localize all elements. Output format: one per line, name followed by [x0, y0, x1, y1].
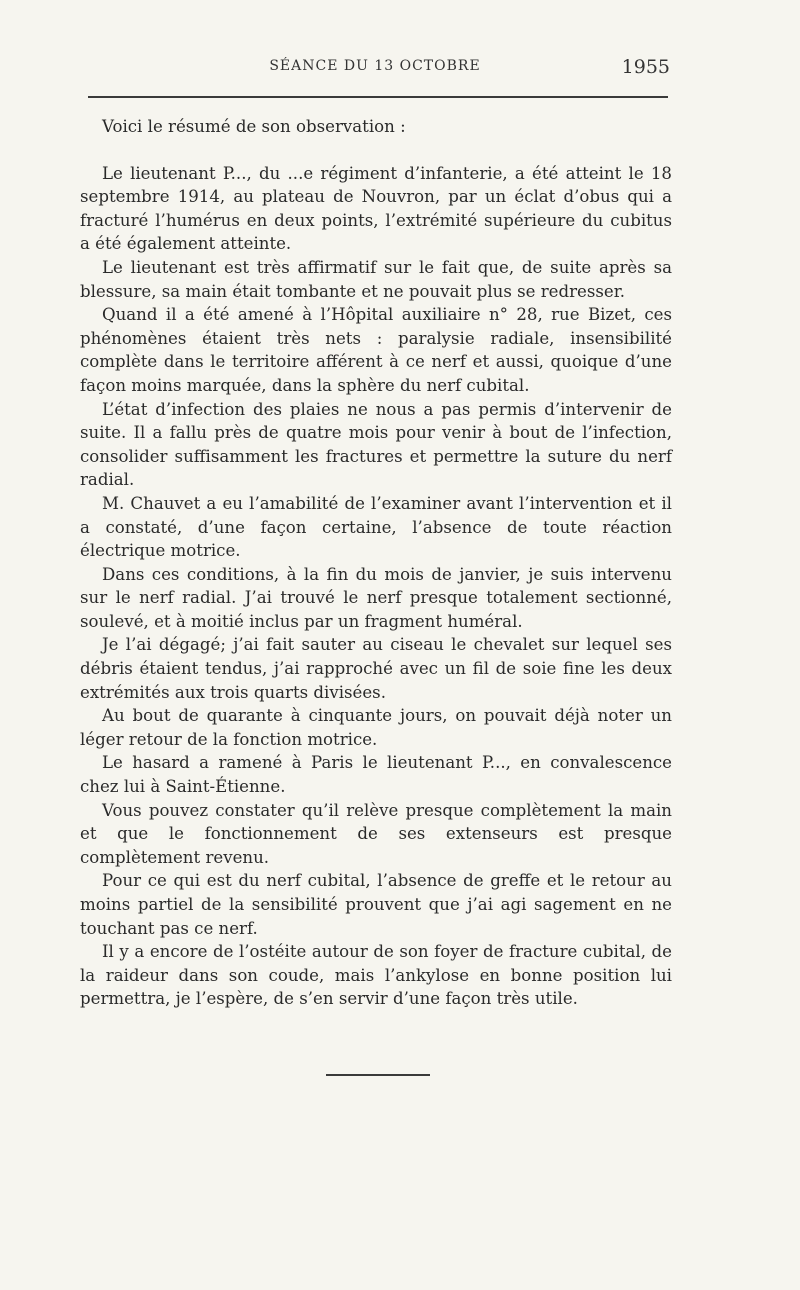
paragraph: Quand il a été amené à l’Hôpital auxiliaire n° 28, rue Bizet, ces phénomènes étaient très nets : paralysie radiale, insensibilité complète dans le territoire afférent à ce nerf et aussi, quoique d’une façon moins marquée, dans la sphère du nerf cubital.	[80, 305, 672, 395]
paragraph: Il y a encore de l’ostéite autour de son foyer de fracture cubital, de la raideur dans son coude, mais l’ankylose en bonne position lui permettra, je l’espère, de s’en servir d’une façon très utile.	[80, 942, 672, 1009]
header-rule	[88, 96, 668, 98]
paragraph: Le lieutenant est très affirmatif sur le fait que, de suite après sa blessure, sa main était tombante et ne pouvait plus se redresser.	[80, 257, 672, 301]
paragraph: L’état d’infection des plaies ne nous a pas permis d’intervenir de suite. Il a fallu près de quatre mois pour venir à bout de l’infection, consolider suffisamment les fractures et permettre la suture du nerf radial.	[80, 399, 672, 490]
running-head	[80, 58, 670, 82]
paragraph-intro: Voici le résumé de son observation :	[102, 117, 406, 136]
paragraph: M. Chauvet a eu l’amabilité de l’examiner avant l’intervention et il a constaté, d’une façon certaine, l’absence de toute réaction électrique motrice.	[80, 493, 672, 561]
end-rule	[326, 1074, 430, 1076]
body-text	[80, 115, 672, 1011]
paragraph: Pour ce qui est du nerf cubital, l’absence de greffe et le retour au moins partiel de la sensibilité prouvent que j’ai agi sagement en ne touchant pas ce nerf.	[80, 871, 672, 938]
page-number: 1955	[621, 56, 670, 78]
paragraph: Le hasard a ramené à Paris le lieutenant P..., en convalescence chez lui à Saint-Étienne.	[80, 753, 672, 797]
paragraph: Le lieutenant P..., du ...e régiment d’infanterie, a été atteint le 18 septembre 1914, au plateau de Nouvron, par un éclat d’obus qui a fracturé l’humérus en deux points, l’extrémité supérieure du cubitus a été également atteinte.	[80, 163, 672, 254]
paragraph: Dans ces conditions, à la fin du mois de janvier, je suis intervenu sur le nerf radial. J’ai trouvé le nerf presque totalement sectionné, soulevé, et à moitié inclus par un fragment huméral.	[80, 564, 672, 631]
paragraph: Au bout de quarante à cinquante jours, on pouvait déjà noter un léger retour de la fonction motrice.	[80, 706, 672, 749]
paragraph: Je l’ai dégagé; j’ai fait sauter au ciseau le chevalet sur lequel ses débris étaient tendus, j’ai rapproché avec un fil de soie fine les deux extrémités aux trois quarts divisées.	[80, 635, 672, 702]
paragraph: Vous pouvez constater qu’il relève presque complètement la main et que le fonctionnement de ses extenseurs est presque complètement revenu.	[80, 800, 672, 867]
running-title: SÉANCE DU 13 OCTOBRE	[269, 58, 481, 74]
